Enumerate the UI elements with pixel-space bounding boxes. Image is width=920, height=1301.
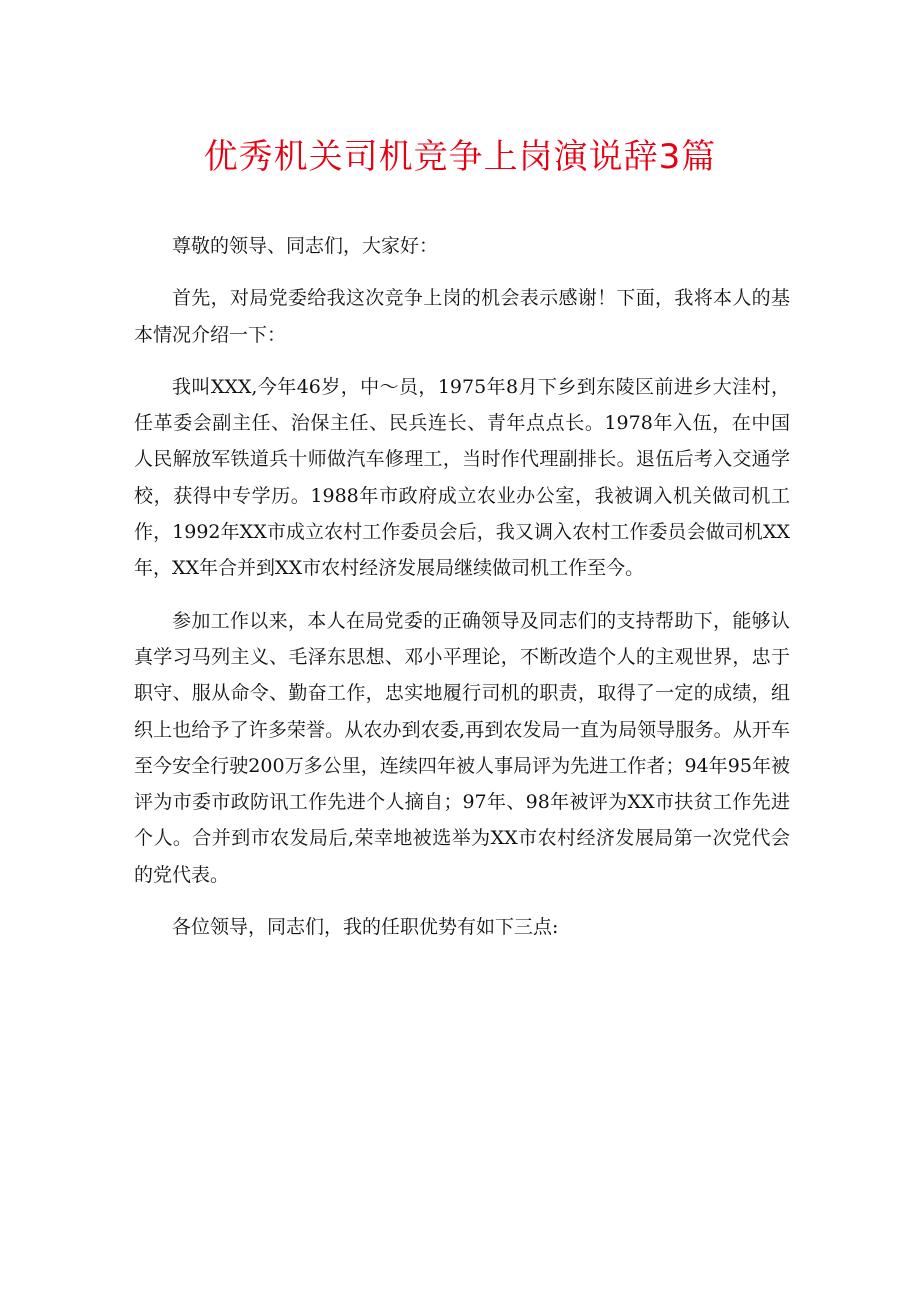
document-body <box>134 228 790 961</box>
paragraph-background: 我叫XXX,今年46岁，中～员，1975年8月下乡到东陵区前进乡大洼村，任革委会副主任、治保主任、民兵连长、青年点点长。1978年入伍，在中国人民解放军铁道兵十师做汽车修理工，当时作代理副排长。退伍后考入交通学校，获得中专学历。1988年市政府成立农业办公室，我被调入机关做司机工作，1992年XX市成立农村工作委员会后，我又调入农村工作委员会做司机XX年，XX年合并到XX市农村经济发展局继续做司机工作至今。 <box>134 375 790 580</box>
paragraph-achievements: 参加工作以来，本人在局党委的正确领导及同志们的支持帮助下，能够认真学习马列主义、毛泽东思想、邓小平理论，不断改造个人的主观世界，忠于职守、服从命令、勤奋工作，忠实地履行司机的职责，取得了一定的成绩，组织上也给予了许多荣誉。从农办到农委,再到农发局一直为局领导服务。从开车至今安全行驶200万多公里，连续四年被人事局评为先进工作者；94年95年被评为市委市政防讯工作先进个人摘自；97年、98年被评为XX市扶贫工作先进个人。合并到市农发局后,荣幸地被选举为XX市农村经济发展局第一次党代会的党代表。 <box>134 609 790 886</box>
paragraph-advantages: 各位领导，同志们，我的任职优势有如下三点: <box>172 916 559 939</box>
document-title: 优秀机关司机竞争上岗演说辞3篇 <box>203 137 717 177</box>
paragraph-intro: 首先，对局党委给我这次竞争上岗的机会表示感谢！下面，我将本人的基本情况介绍一下： <box>134 287 790 346</box>
paragraph-greeting: 尊敬的领导、同志们，大家好： <box>172 235 439 257</box>
